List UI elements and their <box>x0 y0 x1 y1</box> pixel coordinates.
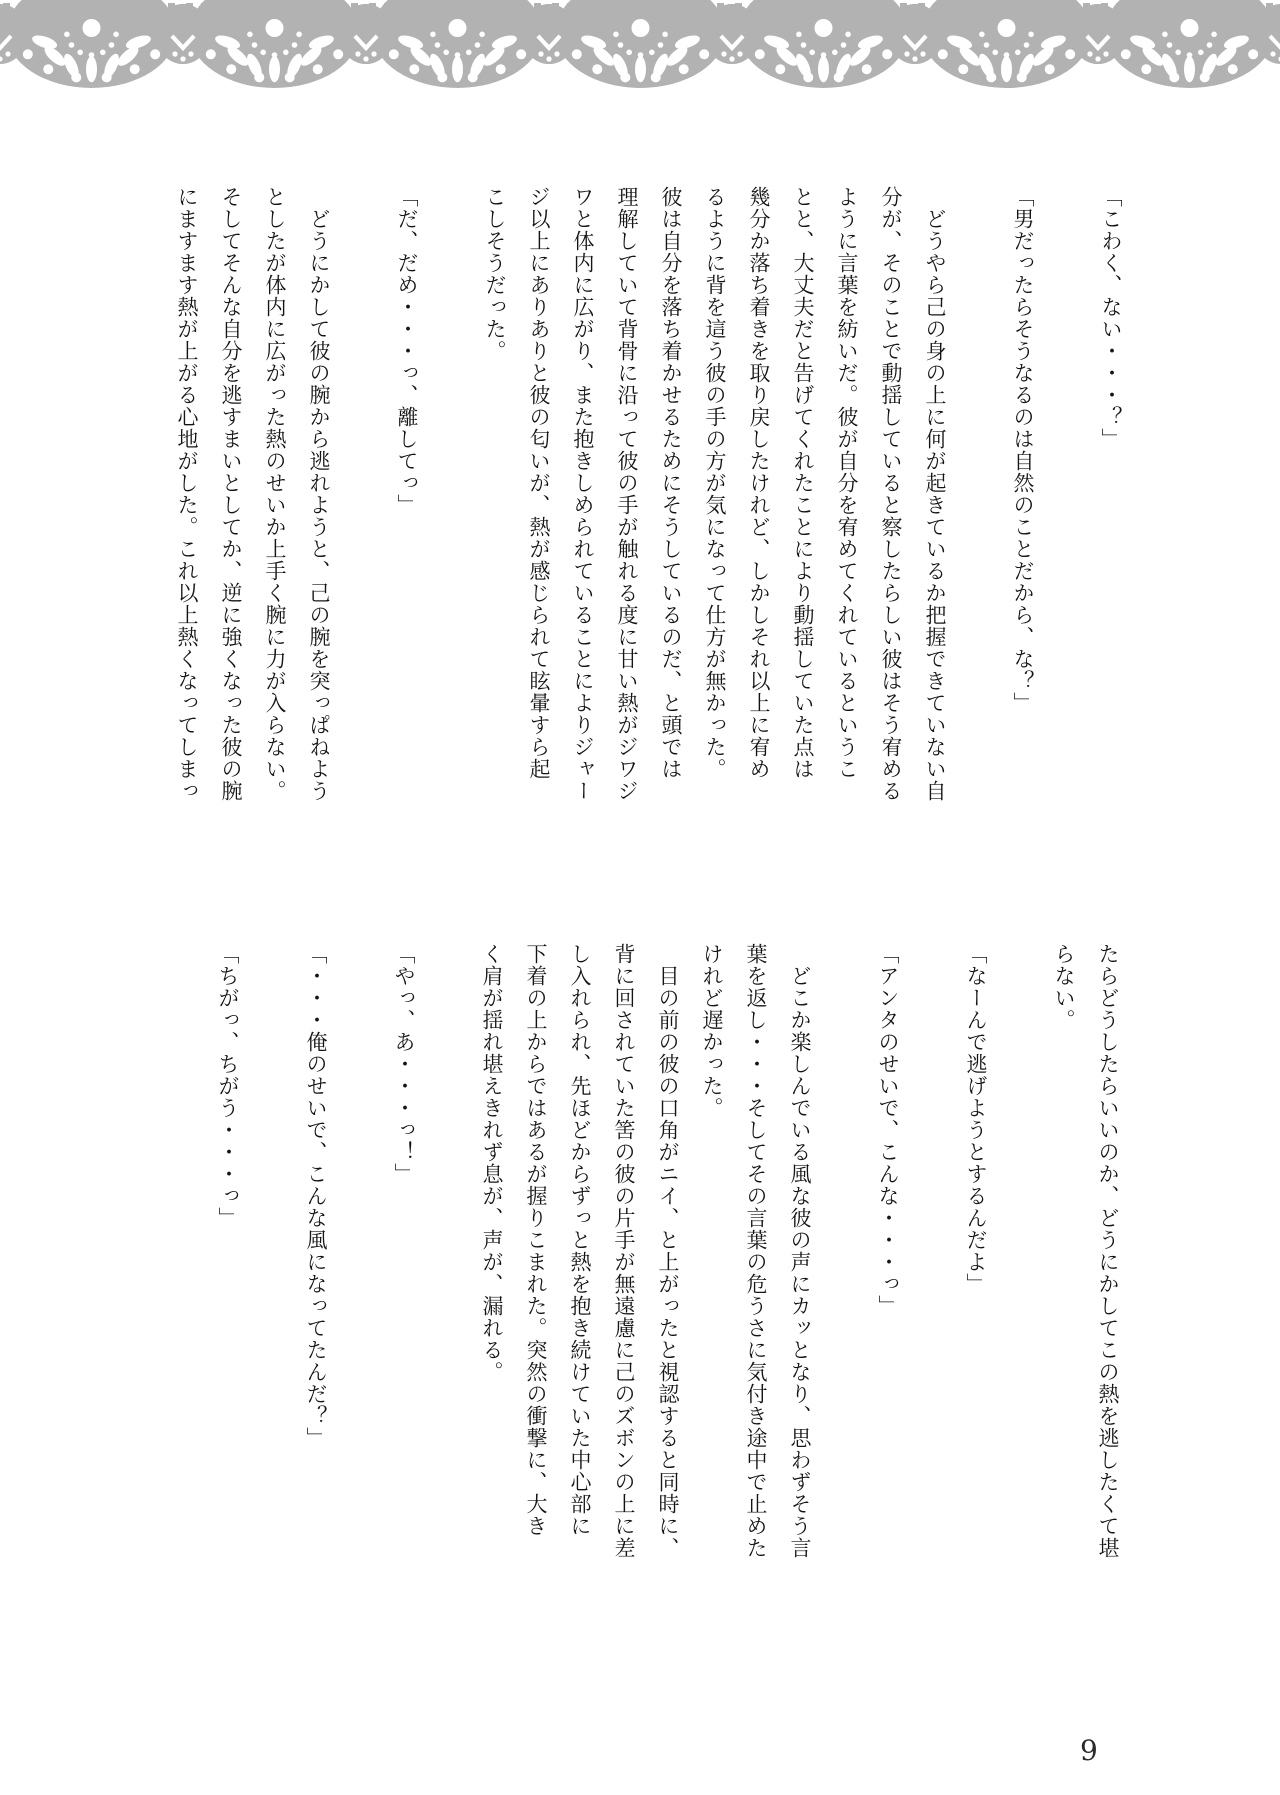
text-line: 「アンタのせいで、こんな・・・っ」 <box>876 943 900 1317</box>
text-line <box>341 186 385 830</box>
text-line: どこか楽しんでいる風な彼の声にカッとなり、思わずそう言 <box>788 943 812 1559</box>
text-line: 葉を返し・・・そしてその言葉の危うさに気付き途中で止めた <box>744 943 768 1559</box>
text-line: 「やっ、あ・・・っ！」 <box>392 943 416 1185</box>
lace-trim-border <box>0 0 1280 92</box>
text-line: たらどうしたらいいのか、どうにかしてこの熱を逃したくて堪 <box>1096 943 1120 1559</box>
text-line: 「男だったらそうなるのは自然のことだから、な？」 <box>1011 186 1035 714</box>
text-line: 「・・・俺のせいで、こんな風になってたんだ？」 <box>304 943 328 1449</box>
text-line: 「こわく、ない・・・？」 <box>1099 186 1123 450</box>
text-line: こしそうだった。 <box>483 186 507 362</box>
text-line: 理解していて背骨に沿って彼の手が触れる度に甘い熱がジワジ <box>615 186 639 802</box>
text-line: し入れられ、先ほどからずっと熱を抱き続けていた中心部に <box>568 943 592 1537</box>
text-line: どうやら己の身の上に何が起きているか把握できていない自 <box>923 186 947 802</box>
text-line: ワと体内に広がり、また抱きしめられていることによりジャー <box>571 186 595 802</box>
text-line <box>910 943 954 1615</box>
text-line: けれど遅かった。 <box>700 943 724 1119</box>
text-line <box>957 186 1001 830</box>
text-line: 背に回されていた筈の彼の片手が無遠慮に己のズボンの上に差 <box>612 943 636 1559</box>
text-line <box>998 943 1042 1615</box>
text-line <box>822 943 866 1615</box>
text-line <box>429 186 473 830</box>
text-line: 「なーんで逃げようとするんだよ」 <box>964 943 988 1295</box>
text-line <box>338 943 382 1615</box>
text-line <box>250 943 294 1615</box>
text-block-bottom <box>206 943 1130 1615</box>
text-line: るように背を這う彼の手の方が気になって仕方が無かった。 <box>703 186 727 780</box>
text-line: とと、大丈夫だと告げてくれたことにより動揺していた点は <box>791 186 815 780</box>
text-line: 下着の上からではあるが握りこまれた。突然の衝撃に、大き <box>524 943 548 1537</box>
text-line: ジ以上にありありと彼の匂いが、熱が感じられて眩暈すら起 <box>527 186 551 780</box>
text-block-top <box>165 186 1133 830</box>
text-line: 彼は自分を落ち着かせるためにそうしているのだ、と頭では <box>659 186 683 780</box>
text-line: く肩が揺れ堪えきれず息が、声が、漏れる。 <box>480 943 504 1383</box>
text-line: 「だ、だめ・・・っ、離してっ」 <box>395 186 419 516</box>
text-line: 「ちがっ、ちがう・・・っ」 <box>216 943 240 1229</box>
text-line <box>1045 186 1089 830</box>
text-line: らない。 <box>1052 943 1076 1031</box>
text-line: 幾分か落ち着きを取り戻したけれど、しかしそれ以上に宥め <box>747 186 771 780</box>
page-number: 9 <box>1080 1734 1098 1767</box>
text-line: 目の前の彼の口角がニイ、と上がったと視認すると同時に、 <box>656 943 680 1559</box>
text-line: としたが体内に広がった熱のせいか上手く腕に力が入らない。 <box>263 186 287 802</box>
text-line <box>426 943 470 1615</box>
lace-pattern-graphic <box>0 0 1280 92</box>
text-line: どうにかして彼の腕から逃れようと、己の腕を突っぱねよう <box>307 186 331 802</box>
text-line: ように言葉を紡いだ。彼が自分を宥めてくれているというこ <box>835 186 859 780</box>
text-line: そしてそんな自分を逃すまいとしてか、逆に強くなった彼の腕 <box>219 186 243 802</box>
text-line: 分が、そのことで動揺していると察したらしい彼はそう宥める <box>879 186 903 802</box>
text-line: にますます熱が上がる心地がした。これ以上熱くなってしまっ <box>175 186 199 802</box>
